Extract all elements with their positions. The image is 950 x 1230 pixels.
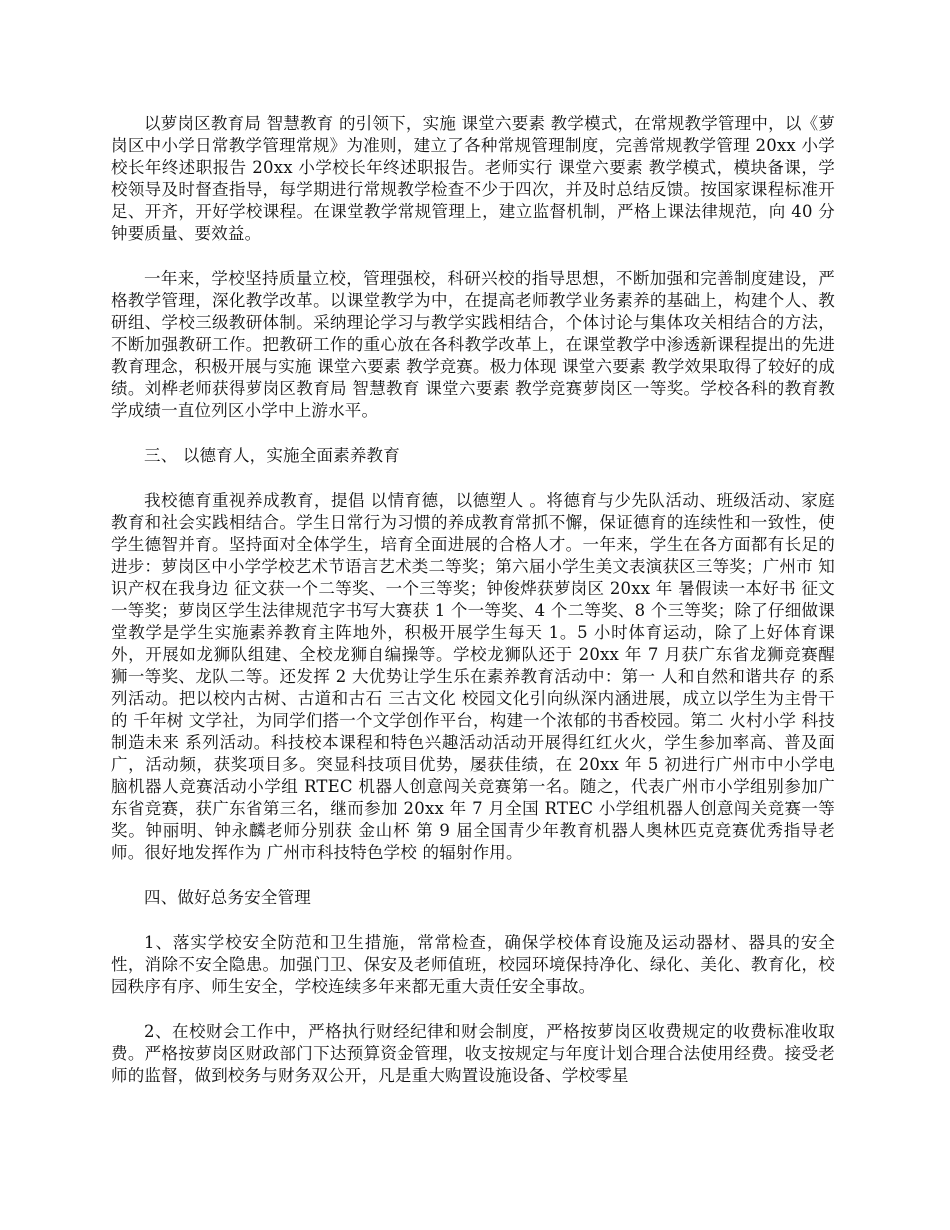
paragraph-gap xyxy=(111,998,835,1021)
paragraph-teaching-management: 以萝岗区教育局 智慧教育 的引领下，实施 课堂六要素 教学模式，在常规教学管理中，以《萝岗区中小学日常教学管理常规》为准则，建立了各种常规管理制度，完善常规教学管理 20xx 小学校长年终述职报告 20xx 小学校长年终述职报告。老师实行 课堂六要素 教学模式，模块备课，学校领导及时督查指导，每学期进行常规教学检查不少于四次，并及时总结反馈。按国家课程标准开足、开齐，开好学校课程。在课堂教学常规管理上，建立监督机制，严格上课法律规范，向 40 分钟要质量、要效益。 xyxy=(111,114,835,243)
paragraph-finance-work: 2、在校财会工作中，严格执行财经纪律和财会制度，严格按萝岗区收费规定的收费标准收取费。严格按萝岗区财政部门下达预算资金管理，收支按规定与年度计划合理合法使用经费。接受老师的监督，做到校务与财务双公开，凡是重大购置设施设备、学校零星 xyxy=(111,1022,835,1085)
paragraph-gap xyxy=(111,909,835,932)
paragraph-gap xyxy=(111,467,835,490)
document-page xyxy=(111,113,835,1087)
paragraph-gap xyxy=(111,864,835,887)
section-heading-moral-education: 三、 以德育人，实施全面素养教育 xyxy=(144,446,400,465)
paragraph-moral-education: 我校德育重视养成教育，提倡 以情育德，以德塑人 。将德育与少先队活动、班级活动、家庭教育和社会实践相结合。学生日常行为习惯的养成教育常抓不懈，保证德育的连续性和一致性，使学生德智并育。坚持面对全体学生，培育全面进展的合格人才。一年来，学生在各方面都有长足的进步：萝岗区中小学学校艺术节语言艺术类二等奖；第六届小学生美文表演获区三等奖；广州市 知识产权在我身边 征文获一个二等奖、一个三等奖；钟俊烨获萝岗区 20xx 年 暑假读一本好书 征文一等奖；萝岗区学生法律规范字书写大赛获 1 个一等奖、4 个二等奖、8 个三等奖；除了仔细做课堂教学是学生实施素养教育主阵地外，积极开展学生每天 1。5 小时体育运动，除了上好体育课外，开展如龙狮队组建、全校龙狮自编操等。学校龙狮队还于 20xx 年 7 月获广东省龙狮竞赛醒狮一等奖、龙队二等。还发挥 2 大优势让学生乐在素养教育活动中：第一 人和自然和谐共存 的系列活动。把以校内古树、古道和古石 三古文化 校园文化引向纵深内涵进展，成立以学生为主骨干的 千年树 文学社，为同学们搭一个文学创作平台，构建一个浓郁的书香校园。第二 火村小学 科技制造未来 系列活动。科技校本课程和特色兴趣活动活动开展得红红火火，学生参加率高、普及面广，活动频，获奖项目多。突显科技项目优势，屡获佳绩，在 20xx 年 5 初进行广州市中小学电脑机器人竞赛活动小学组 RTEC 机器人创意闯关竞赛第一名。随之，代表广州市小学组别参加广东省竞赛，获广东省第三名，继而参加 20xx 年 7 月全国 RTEC 小学组机器人创意闯关竞赛一等奖。钟丽明、钟永麟老师分别获 金山杯 第 9 届全国青少年教育机器人奥林匹克竞赛优秀指导老师。很好地发挥作为 广州市科技特色学校 的辐射作用。 xyxy=(111,491,835,862)
paragraph-safety-measures: 1、落实学校安全防范和卫生措施，常常检查，确保学校体育设施及运动器材、器具的安全性，消除不安全隐患。加强门卫、保安及老师值班，校园环境保持净化、绿化、美化、教育化，校园秩序有序、师生安全，学校连续多年来都无重大责任安全事故。 xyxy=(111,933,835,996)
paragraph-teaching-research: 一年来，学校坚持质量立校，管理强校，科研兴校的指导思想，不断加强和完善制度建设，严格教学管理，深化教学改革。以课堂教学为中，在提高老师教学业务素养的基础上，构建个人、教研组、学校三级教研体制。采纳理论学习与教学实践相结合，个体讨论与集体攻关相结合的方法，不断加强教研工作。把教研工作的重心放在各科教学改革上，在课堂教学中渗透新课程提出的先进教育理念，积极开展与实施 课堂六要素 教学竞赛。极力体现 课堂六要素 教学效果取得了较好的成绩。刘桦老师获得萝岗区教育局 智慧教育 课堂六要素 教学竞赛萝岗区一等奖。学校各科的教育教学成绩一直位列区小学中上游水平。 xyxy=(111,269,835,420)
paragraph-gap xyxy=(111,245,835,268)
section-heading-safety-management: 四、做好总务安全管理 xyxy=(144,888,311,907)
paragraph-gap xyxy=(111,422,835,445)
